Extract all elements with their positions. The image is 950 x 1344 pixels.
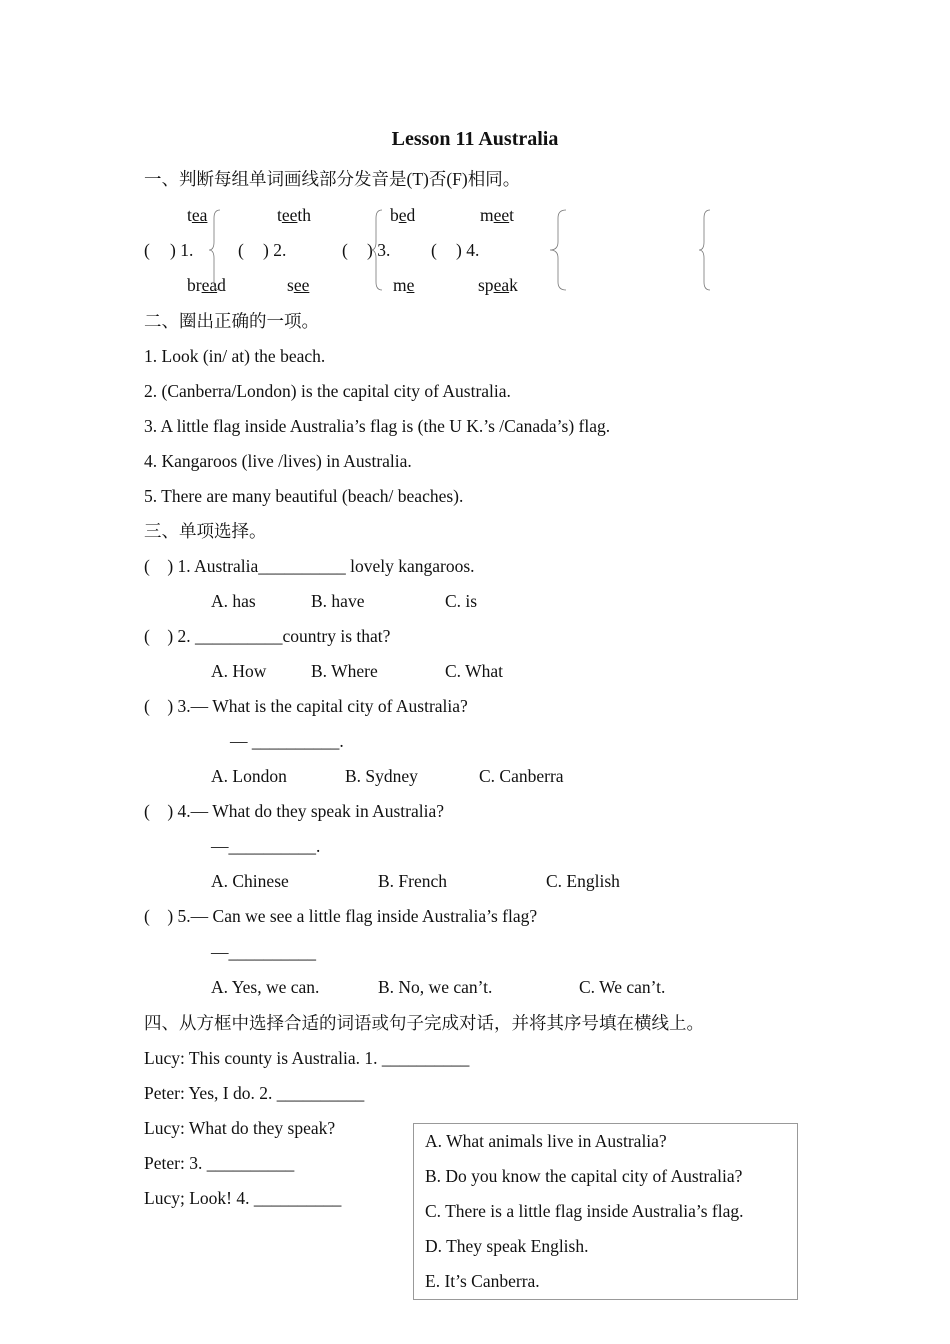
- s3-question-1: ( ) 1. Australia__________ lovely kangaroos.: [144, 556, 475, 576]
- dialogue-line-3: Lucy: What do they speak?: [144, 1118, 336, 1138]
- paren-1: (: [144, 240, 150, 260]
- s3-q1-option-a: A. has: [211, 591, 256, 611]
- section3-heading: 三、单项选择。: [144, 521, 267, 541]
- box-option-e: E. It’s Canberra.: [425, 1271, 540, 1291]
- word-top-1: tea: [187, 205, 208, 225]
- section4-heading: 四、从方框中选择合适的词语或句子完成对话，并将其序号填在横线上。: [144, 1013, 704, 1033]
- s2-item-4: 4. Kangaroos (live /lives) in Australia.: [144, 451, 412, 471]
- s3-q5-answer: —__________: [211, 942, 316, 962]
- section1-heading: 一、判断每组单词画线部分发音是(T)否(F)相同。: [144, 169, 521, 189]
- group-num-2: ) 2.: [263, 240, 287, 260]
- left-brace-2: [370, 208, 384, 292]
- s3-q5-option-b: B. No, we can’t.: [378, 977, 493, 997]
- word-bottom-4: speak: [478, 275, 518, 295]
- s3-q5-option-a: A. Yes, we can.: [211, 977, 320, 997]
- paren-2: (: [238, 240, 244, 260]
- s3-question-4: ( ) 4.— What do they speak in Australia?: [144, 801, 445, 821]
- s2-item-1: 1. Look (in/ at) the beach.: [144, 346, 326, 366]
- page-title: Lesson 11 Australia: [391, 128, 559, 150]
- s3-q3-option-b: B. Sydney: [345, 766, 418, 786]
- s2-item-2: 2. (Canberra/London) is the capital city of Australia.: [144, 381, 511, 401]
- s3-q4-option-c: C. English: [546, 871, 620, 891]
- group-num-1: ) 1.: [170, 240, 194, 260]
- left-brace-3: [548, 208, 568, 292]
- paren-4: (: [431, 240, 437, 260]
- word-bottom-2: see: [287, 275, 310, 295]
- box-option-a: A. What animals live in Australia?: [425, 1131, 667, 1151]
- s2-item-5: 5. There are many beautiful (beach/ beaches).: [144, 486, 464, 506]
- s3-q3-option-a: A. London: [211, 766, 287, 786]
- s3-q2-option-a: A. How: [211, 661, 267, 681]
- s3-question-2: ( ) 2. __________country is that?: [144, 626, 391, 646]
- s3-q1-option-c: C. is: [445, 591, 478, 611]
- s3-q3-option-c: C. Canberra: [479, 766, 564, 786]
- s3-q4-option-b: B. French: [378, 871, 448, 891]
- word-top-3: bed: [390, 205, 416, 225]
- s3-q3-answer: — __________.: [230, 731, 344, 751]
- group-num-3: ) 3.: [367, 240, 391, 260]
- dialogue-line-4: Peter: 3. __________: [144, 1153, 295, 1173]
- box-option-b: B. Do you know the capital city of Australia?: [425, 1166, 743, 1186]
- word-bottom-3: me: [393, 275, 415, 295]
- dialogue-line-2: Peter: Yes, I do. 2. __________: [144, 1083, 365, 1103]
- s3-q1-option-b: B. have: [311, 591, 365, 611]
- s2-item-3: 3. A little flag inside Australia’s flag is (the U K.’s /Canada’s) flag.: [144, 416, 611, 436]
- word-top-2: teeth: [277, 205, 312, 225]
- paren-3: (: [342, 240, 348, 260]
- box-option-d: D. They speak English.: [425, 1236, 589, 1256]
- dialogue-line-1: Lucy: This county is Australia. 1. __________: [144, 1048, 470, 1068]
- s3-q4-option-a: A. Chinese: [211, 871, 289, 891]
- s3-q4-answer: —__________.: [211, 836, 321, 856]
- s3-q2-option-c: C. What: [445, 661, 504, 681]
- left-brace-4: [698, 208, 712, 292]
- left-brace-1: [208, 208, 222, 292]
- section2-heading: 二、圈出正确的一项。: [144, 311, 319, 331]
- word-bottom-1: bread: [187, 275, 226, 295]
- s3-q5-option-c: C. We can’t.: [579, 977, 666, 997]
- s3-q2-option-b: B. Where: [311, 661, 378, 681]
- s3-question-3: ( ) 3.— What is the capital city of Australia?: [144, 696, 468, 716]
- word-top-4: meet: [480, 205, 515, 225]
- box-option-c: C. There is a little flag inside Australia’s flag.: [425, 1201, 744, 1221]
- dialogue-line-5: Lucy; Look! 4. __________: [144, 1188, 342, 1208]
- s3-question-5: ( ) 5.— Can we see a little flag inside Australia’s flag?: [144, 906, 538, 926]
- group-num-4: ) 4.: [456, 240, 480, 260]
